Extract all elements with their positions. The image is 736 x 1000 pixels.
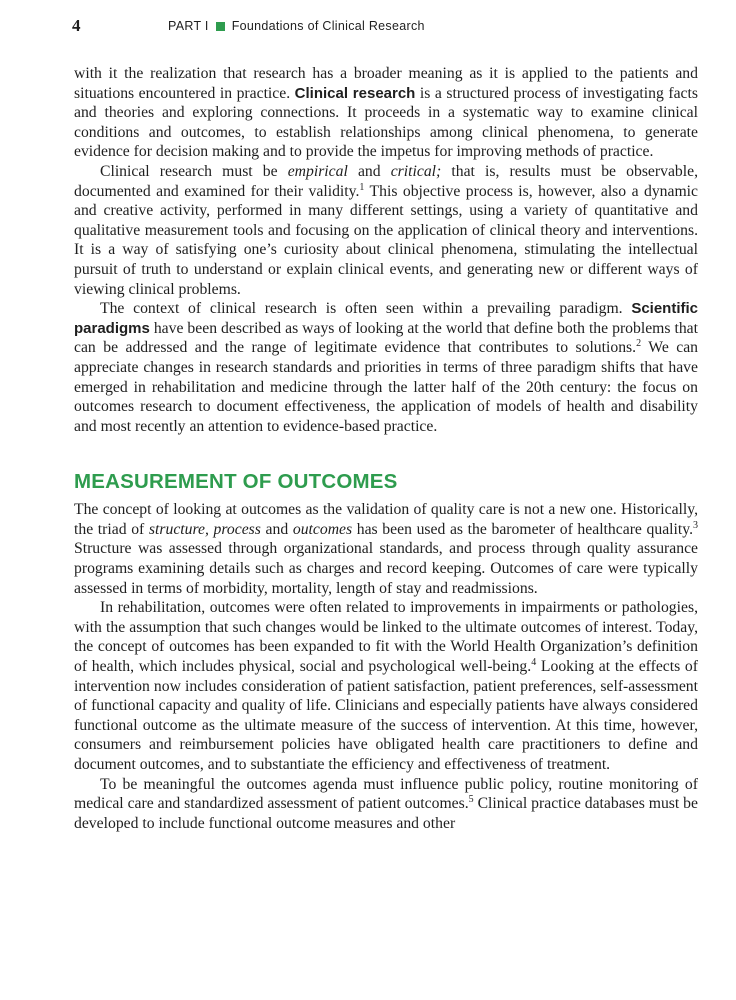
text-run: The context of clinical research is often seen within a prevailing paradigm.	[100, 300, 632, 318]
italic-term: outcomes	[292, 520, 353, 538]
paragraph	[74, 775, 698, 834]
part-title: Foundations of Clinical Research	[231, 19, 425, 33]
running-head	[72, 14, 672, 38]
text-run: Clinical practice databases must be developed to include functional outcome measures and other	[74, 795, 698, 832]
italic-term: critical;	[390, 162, 442, 180]
key-term: Scientific paradigms	[74, 300, 698, 337]
reference-superscript: 4	[531, 657, 537, 669]
text-run: The concept of looking at outcomes as the validation of quality care is not a new one. Historically, the triad of	[74, 501, 698, 538]
reference-superscript: 2	[636, 338, 642, 350]
text-run: have been described as ways of looking at the world that define both the problems that can be addressed and the range of legitimate evidence that contributes to solutions.	[74, 319, 698, 357]
text-run: and	[260, 520, 293, 538]
italic-term: structure, process	[148, 520, 261, 538]
text-run: We can appreciate changes in research standards and priorities in terms of three paradigm shifts that have emerged in rehabilitation and medicine through the latter half of the 20th century: the focus on outcomes research to document effectiveness, the application of models of health and disability and most recently an attention to evidence-based practice.	[74, 339, 699, 435]
text-run: Looking at the effects of intervention now includes consideration of patient satisfaction, patient preferences, self-assessment of functional capacity and quality of life. Clinicians and especially patients have always considered functional outcome as the ultimate measure of the success of intervention. At this time, however, consumers and reimbursement policies have obligated health care practitioners to define and document outcomes, and to substantiate the efficiency and effectiveness of treatment.	[74, 658, 698, 773]
text-run: Clinical research must be	[100, 162, 288, 180]
reference-superscript: 5	[468, 794, 474, 806]
paragraph	[74, 500, 698, 598]
text-run: that is, results must be observable, documented and examined for their validity.	[74, 162, 699, 200]
section-heading: MEASUREMENT OF OUTCOMES	[74, 470, 398, 494]
reference-superscript: 1	[359, 181, 365, 193]
page-number: 4	[72, 16, 81, 35]
text-run: and	[347, 162, 391, 180]
paragraph	[74, 598, 698, 774]
text-run: This objective process is, however, also a dynamic and creative activity, performed in many different settings, using a variety of quantitative and qualitative measurement tools and focusing on the application of clinical theory and interventions. It is a way of satisfying one’s curiosity about clinical phenomena, stimulating the intellectual pursuit of truth to understand or explain clinical events, and generating new or different ways of viewing clinical problems.	[74, 182, 698, 298]
reference-superscript: 3	[693, 519, 698, 531]
text-run: has been used as the barometer of healthcare quality.	[352, 520, 693, 538]
page-body	[74, 64, 698, 833]
part-label: PART I	[168, 19, 209, 33]
paragraph	[74, 64, 698, 162]
key-term: Clinical research	[294, 84, 416, 102]
text-run: Structure was assessed through organizational standards, and process through quality assurance programs examining details such as charges and record keeping. Outcomes of care were typically assessed in terms of morbidity, mortality, length of stay and readmissions.	[74, 540, 698, 597]
text-run: In rehabilitation, outcomes were often related to improvements in impairments or pathologies, with the assumption that such changes would be linked to the ultimate outcomes of interest. Today, the concept of outcomes has been expanded to fit with the World Health Organization’s definition of health, which includes physical, social and psychological well-being.	[74, 599, 698, 676]
text-run: is a structured process of investigating facts and theories and exploring connections. It proceeds in a systematic way to examine clinical conditions and outcomes, to establish relationships among clinical phenomena, to generate evidence for decision making and to provide the impetus for improving methods of practice.	[74, 84, 698, 161]
paragraph	[74, 299, 698, 436]
text-run: with it the realization that research has a broader meaning as it is applied to the patients and situations encountered in practice.	[74, 65, 698, 102]
part-marker-square	[216, 22, 225, 31]
italic-term: empirical	[287, 162, 348, 180]
text-run: To be meaningful the outcomes agenda must influence public policy, routine monitoring of medical care and standardized assessment of patient outcomes.	[74, 775, 698, 813]
paragraph	[74, 162, 698, 299]
